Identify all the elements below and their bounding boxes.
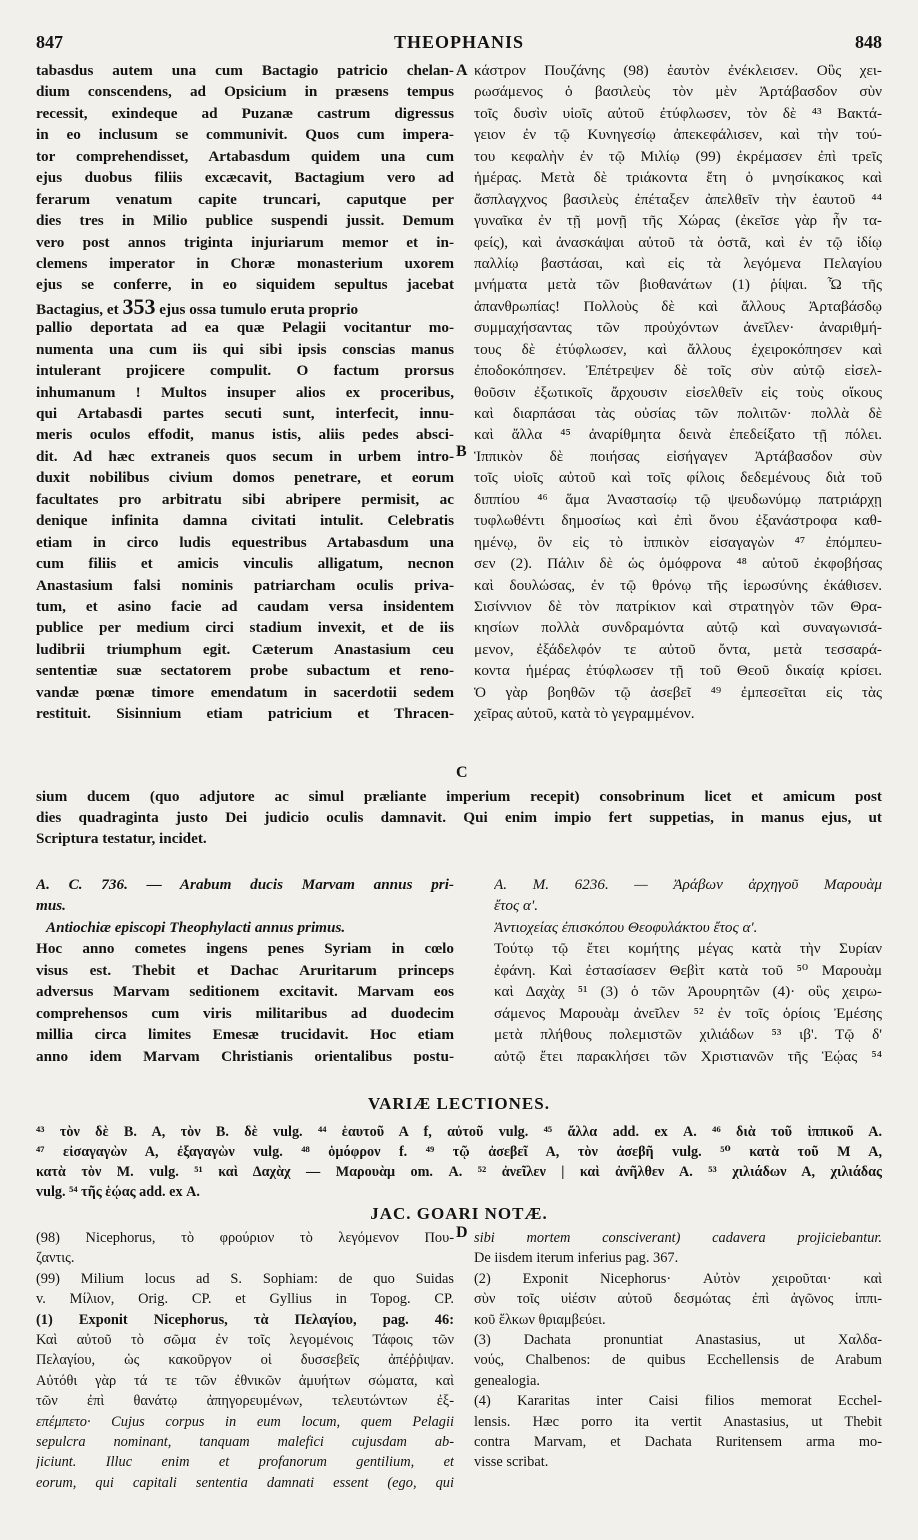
- variae-lectiones: [36, 1122, 882, 1202]
- greek-line: Ὁ γὰρ βοηθῶν τῷ ἀσεβεῖ ⁴⁹ ἐμπεσεῖται εἰς τὰς: [474, 683, 882, 701]
- latin-line: sententiæ suæ sectatorem probe subactum et reno-: [36, 662, 454, 680]
- greek-line: ημένῳ, ὃν εἰς τὸ ἱππικὸν εἰσαγαγὼν ⁴⁷ ἐπόμπευ-: [474, 533, 882, 551]
- page-number-right: 848: [855, 32, 882, 52]
- greek-line: ρωσάμενος ὁ βασιλεὺς τὸν μὲν Ἀρτάβασδον σὺν: [474, 83, 882, 101]
- latin-year-heading: A. C. 736. — Arabum ducis Marvam annus pri-: [36, 876, 454, 893]
- latin-line: Hoc anno cometes ingens penes Syriam in cœlo: [36, 940, 454, 958]
- latin-line: tabasdus autem una cum Bactagio patricio chelan-: [36, 62, 454, 79]
- latin-year-block: [36, 874, 454, 1067]
- full-width-line: dies quadraginta justo Dei judicio oculis damnavit. Qui enim impio fert suppetias, in manus ejus, ut: [36, 809, 882, 826]
- latin-line: adversus Marvam seditionem excitavit. Marvam eos: [36, 983, 454, 1001]
- note-line: v. Μίλιον, Orig. CP. et Gyllius in Topog. CP.: [36, 1291, 454, 1308]
- full-width-line: Scriptura testatur, incidet.: [36, 830, 207, 847]
- full-width-line: sium ducem (quo adjutore ac simul præliante imperium recepit) consobrinum licet et amicum post: [36, 788, 882, 805]
- greek-line: ἐποδοκόπησεν. Ἐπέτρεψεν δὲ τοῖς σὺν αὐτῷ εἰσελ-: [474, 362, 882, 380]
- latin-line: millia circa limites Emesæ trucidavit. Hoc etiam: [36, 1026, 454, 1044]
- notes-right-column: [474, 1228, 882, 1473]
- greek-line: φείς), καὶ ἀνασκάψαι αὐτοῦ τὰ ὀστᾶ, καὶ ἐν τῷ ἰδίῳ: [474, 233, 882, 251]
- greek-line: του κεφαλὴν ἐν τῷ Μιλίῳ (99) ἐκρέμασεν ἐπὶ τρεῖς: [474, 147, 882, 165]
- latin-line-with-number: [36, 296, 454, 317]
- notes-heading: JAC. GOARI NOTÆ.: [370, 1204, 548, 1223]
- margin-marker-a: A: [456, 62, 468, 79]
- variae-line: κατὰ τὸν Μ. vulg. ⁵¹ καὶ Δαχὰχ — Μαρουὰμ om. Α. ⁵² ἀνεῖλεν | καὶ ἀνῆλθεν Α. ⁵³ χιλιάδων Α, χιλιάδας: [36, 1164, 882, 1180]
- original-page-number: 353: [122, 295, 156, 318]
- latin-line: numenta una cum iis qui sibi ipsis conscias manus: [36, 340, 454, 358]
- latin-line: cum filiis et amicis vinculis alligatum, necnon: [36, 555, 454, 573]
- note-line: τῶν ἐπὶ θανάτῳ ἀπηγορευμένων, τελευτώντων ἐξ-: [36, 1393, 454, 1410]
- running-header: [36, 32, 882, 56]
- greek-line: συμμαχήσαντας τῶν προὐχόντων ἀνεῖλεν· ἀναριθμή-: [474, 319, 882, 337]
- greek-line: Τούτῳ τῷ ἔτει κομήτης μέγας κατὰ τὴν Συρίαν: [494, 940, 882, 958]
- latin-line-start: Bactagius, et: [36, 300, 119, 318]
- note-line: Αὐτόθι γὰρ τά τε τῶν ἐθνικῶν ἀμυήτων σώματα, καὶ: [36, 1372, 454, 1389]
- latin-line: dit. Ad hæc extraneis quos secum in urbem intro-: [36, 447, 454, 465]
- note-line: genealogia.: [474, 1372, 540, 1389]
- note-line: (4) Kararitas inter Caisi filios memorat Ecchel-: [474, 1393, 882, 1410]
- greek-line: καὶ ἄλλα ⁴⁵ ἀναρίθμητα δεινὰ ἐπεδείξατο τῇ πόλει.: [474, 426, 882, 444]
- latin-line: tum, et asino facie ad caudam versa insidentem: [36, 597, 454, 615]
- greek-line: μενον, ἐξάδελφόν τε αὐτοῦ ὄντα, μετὰ τεσσαρά-: [474, 640, 882, 658]
- note-line: (2) Exponit Nicephorus· Αὐτὸν χειροῦται· καὶ: [474, 1270, 882, 1287]
- latin-line: recessit, exindeque ad Puzanæ castrum digressus: [36, 104, 454, 122]
- greek-line: ἡμέρας. Μετὰ δὲ τριάκοντα ἔτη ὁ μνησίκακος καὶ: [474, 169, 882, 187]
- latin-line: Anastasium falsi nominis patriarcham oculis priva-: [36, 576, 454, 594]
- greek-line: παλλίῳ βαστάσαι, καὶ εἰς τὰ λεγόμενα Πελαγίου: [474, 254, 882, 272]
- greek-line: θοῦσιν ἐξωτικοῖς ἄρχουσιν εἰσελθεῖν εἰς τοὺς οἴκους: [474, 383, 882, 401]
- greek-year-heading: A. M. 6236. — Ἀράβων ἀρχηγοῦ Μαρουὰμ: [494, 876, 882, 893]
- greek-year-block: [494, 874, 882, 1067]
- note-line: jiciunt. Illuc enim et profanorum gentilium, et: [36, 1454, 454, 1471]
- note-line: ζαντις.: [36, 1250, 75, 1267]
- running-title: THEOPHANIS: [393, 32, 525, 52]
- latin-line: duxit nobilibus civium domos penetrare, et eorum: [36, 469, 454, 487]
- greek-line: κάστρον Πουζάνης (98) ἑαυτὸν ἐνέκλεισεν. Οὓς χει-: [474, 62, 882, 79]
- margin-marker-d: D: [456, 1224, 468, 1241]
- greek-line: μνήματα μετὰ τῶν βιοθανάτων (1) ῥίψαι. Ὦ τῆς: [474, 276, 882, 294]
- greek-line: Ἱππικὸν δὲ ποιήσας εἰσήγαγεν Ἀρτάβασδον σὺν: [474, 447, 882, 465]
- greek-line: καὶ δουλώσας, ἐν τῷ θρόνῳ τῆς ἱερωσύνης ἐκάθισεν.: [474, 576, 882, 594]
- latin-line: ejus se conferre, in eo siquidem sepultus jacebat: [36, 276, 454, 294]
- greek-column: [474, 60, 882, 725]
- latin-line: publice per medium circi stadium invexit, et de iis: [36, 619, 454, 637]
- greek-line: αὐτῷ ἔτει παρακλήσει τῶν Χριστιανῶν τῆς Ἑῴας ⁵⁴: [494, 1047, 882, 1065]
- latin-line: ludibrii triumphum egit. Cæterum Anastasium ceu: [36, 640, 454, 658]
- note-line: σὺν τοῖς υἱέσιν αὐτοῦ δεσμώτας ἐπὶ ἀγῶνος ἱππι-: [474, 1291, 882, 1308]
- latin-line: anno idem Marvam Christianis orientalibus postu-: [36, 1047, 454, 1065]
- latin-line: etiam in circo ludis equestribus Artabasdum una: [36, 533, 454, 551]
- latin-bishop-line: Antiochiæ episcopi Theophylacti annus primus.: [46, 918, 346, 936]
- note-line: De iisdem iterum inferius pag. 367.: [474, 1250, 679, 1267]
- greek-line: σεν (2). Πάλιν δὲ ὡς ὁμόφρονα ⁴⁸ αὐτοῦ ἐκφοβήσας: [474, 555, 882, 573]
- latin-line: inhumanum ! Multos insuper alios ex proceribus,: [36, 383, 454, 401]
- greek-line: ἄσπλαγχνος βασιλεὺς ἐπέταξεν ἀπελθεῖν τὴν ἑαυτοῦ ⁴⁴: [474, 190, 882, 208]
- variae-line: vulg. ⁵⁴ τῆς ἑῴας add. ex Α.: [36, 1184, 200, 1200]
- note-line: lensis. Hæc porro ita vertit Anastasius, ut Thebit: [474, 1413, 882, 1430]
- greek-line: καὶ διαρπάσαι τὰς οὐσίας τῶν πολιτῶν· πολλὰ δὲ: [474, 405, 882, 422]
- latin-line: comprehensos cum viris militaribus ad duodecim: [36, 1004, 454, 1022]
- note-line: sibi mortem consciverant) cadavera projiciebantur.: [474, 1230, 882, 1246]
- variae-line: ⁴³ τὸν δὲ Β. Α, τὸν Β. δὲ vulg. ⁴⁴ ἑαυτοῦ Α f, αὐτοῦ vulg. ⁴⁵ ἄλλα add. ex Α. ⁴⁶ διὰ τοῦ ἱππικοῦ Α.: [36, 1124, 882, 1140]
- latin-column: [36, 60, 454, 725]
- note-line: (98) Nicephorus, τὸ φρούριον τὸ λεγόμενον Που-: [36, 1230, 454, 1246]
- note-line: Καὶ αὐτοῦ τὸ σῶμα ἐν τοῖς λεγομένοις Τάφοις τῶν: [36, 1331, 454, 1348]
- greek-line: γειον ἐν τῷ Κυνηγεσίῳ ἀπεκεφάλισεν, καὶ τὴν τού-: [474, 126, 882, 144]
- greek-line: Σισίννιον δὲ τὸν πατρίκιον καὶ στρατηγὸν τῶν Θρα-: [474, 597, 882, 615]
- latin-line: meris oculos effodit, manus istis, aliis pedes absci-: [36, 426, 454, 444]
- greek-year-heading-cont: ἔτος α'.: [494, 897, 538, 915]
- greek-line: τυφλωθέντι δημοσίως καὶ ἐπὶ ὄνου ἐξανάστροφα καθ-: [474, 512, 882, 530]
- note-line: sepulcra nominant, tanquam malefici cujusdam ab-: [36, 1433, 454, 1450]
- latin-line: dium conscendens, ad Opsicium in præsens tempus: [36, 83, 454, 101]
- latin-line: pallio deportata ad ea quæ Pelagii vocitantur mo-: [36, 319, 454, 337]
- greek-line: κησίων πολλὰ συνδραμόντα αὐτῷ καὶ συναγωνισά-: [474, 619, 882, 637]
- latin-line: intulerant projicere compulit. O factum prorsus: [36, 362, 454, 380]
- latin-line: vandæ pœnæ timore emendatum in sacerdotii sedem: [36, 683, 454, 701]
- note-line: επέμπετο· Cujus corpus in eum locum, quem Pelagii: [36, 1413, 454, 1430]
- latin-line: qui Artabasdi partes secuti sunt, interfecit, innu-: [36, 405, 454, 422]
- note-line: (3) Dachata pronuntiat Anastasius, ut Χαλδα-: [474, 1331, 882, 1348]
- greek-line: σάμενος Μαρουὰμ ἀνεῖλεν ⁵² ἐν τοῖς ὁρίοις Ἐμέσης: [494, 1004, 882, 1022]
- note-line: (99) Milium locus ad S. Sophiam: de quo Suidas: [36, 1270, 454, 1287]
- note-line: κοῦ ἕλκων θριαμβεύει.: [474, 1311, 606, 1328]
- greek-line: κοντα ἡμέρας ἐτύφλωσεν τῇ τοῦ Θεοῦ δικαίᾳ κρίσει.: [474, 662, 882, 680]
- variae-heading: VARIÆ LECTIONES.: [368, 1094, 550, 1113]
- greek-line: ἐφάνη. Καὶ ἐστασίασεν Θεβὶτ κατὰ τοῦ ⁵⁰ Μαρουὰμ: [494, 961, 882, 979]
- latin-line: ferarum venatum capite truncari, caputque per: [36, 190, 454, 208]
- margin-marker-c: C: [456, 764, 468, 781]
- note-line: contra Marvam, et Dachata Ruritensem arma mo-: [474, 1433, 882, 1450]
- latin-line: facultates pro arbitratu sibi abripere permisit, ac: [36, 490, 454, 508]
- latin-line: vero post annos triginta injuriarum memor et in-: [36, 233, 454, 251]
- greek-line: τους δὲ ἐτύφλωσεν, καὶ ἄλλους ἐχειροκόπησεν καὶ: [474, 340, 882, 358]
- note-line: νούς, Chalbenos: de quibus Ecchellensis de Arabum: [474, 1352, 882, 1369]
- greek-line: τοῖς υἱοῖς αὐτοῦ καὶ τοῖς φίλοις δεδεμένους διὰ τοῦ: [474, 469, 882, 487]
- latin-year-heading-cont: mus.: [36, 897, 66, 915]
- greek-bishop-line: Ἀντιοχείας ἐπισκόπου Θεοφυλάκτου ἔτος α'.: [494, 918, 758, 936]
- note-line: visse scribat.: [474, 1454, 549, 1471]
- greek-line: ἀπανθρωπίας! Πολλοὺς δὲ καὶ ἄλλους Ἀρταβάσδῳ: [474, 297, 882, 315]
- latin-line: in eo inclusum se communivit. Quos cum impera-: [36, 126, 454, 144]
- greek-line: διππίου ⁴⁶ ἅμα Ἀναστασίῳ τῷ ψευδωνύμῳ πατριάρχῃ: [474, 490, 882, 508]
- latin-line: clemens imperator in Choræ monasterium uxorem: [36, 254, 454, 272]
- greek-line: χεῖρας αὐτοῦ, κατὰ τὸ γεγραμμένον.: [474, 705, 695, 723]
- latin-line: tor comprehendisset, Artabasdum quidem una cum: [36, 147, 454, 165]
- variae-line: ⁴⁷ εἰσαγαγὼν Α, ἐξαγαγὼν vulg. ⁴⁸ ὁμόφρον f. ⁴⁹ τῷ ἀσεβεῖ Α, τὸν ἀσεβῆ vulg. ⁵⁰ κατὰ τοῦ Μ Α,: [36, 1144, 882, 1160]
- note-line: Πελαγίου, ὡς κακοῦργον οἱ δυσσεβεῖς ἀπέῤῥιψαν.: [36, 1352, 454, 1369]
- page-number-left: 847: [36, 32, 63, 52]
- greek-line: καὶ Δαχὰχ ⁵¹ (3) ὁ τῶν Ἀρουρητῶν (4)· οὓς χειρω-: [494, 983, 882, 1001]
- latin-line: dies tres in Milio publice suspendi jussit. Demum: [36, 212, 454, 230]
- margin-marker-b: B: [456, 443, 467, 460]
- notes-left-column: [36, 1228, 454, 1493]
- latin-line: denique infinita damna civitati intulit. Celebratis: [36, 512, 454, 530]
- latin-line: restituit. Sisinnium etiam patricium et Thracen-: [36, 705, 454, 723]
- latin-line: ejus duobus filiis excæcavit, Bactagium vero ad: [36, 169, 454, 187]
- greek-line: γυναῖκα ἐν τῇ μονῇ τῆς Χώρας (ἐκεῖσε γὰρ ἦν τα-: [474, 212, 882, 230]
- latin-line: visus est. Thebit et Dachac Aruritarum princeps: [36, 961, 454, 979]
- note-line: (1) Exponit Nicephorus, τὰ Πελαγίου, pag. 46:: [36, 1311, 454, 1328]
- note-line: eorum, qui capitali sententia damnati essent (ego, qui: [36, 1474, 454, 1491]
- greek-line: τοῖς δυσὶν υἱοῖς αὐτοῦ ἐτύφλωσεν, τὸν δὲ ⁴³ Βακτά-: [474, 104, 882, 122]
- latin-line-end: ejus ossa tumulo eruta proprio: [159, 300, 359, 318]
- greek-line: μετὰ πλήθους πολεμιστῶν χιλιάδων ⁵³ ιβ'. Τῷ δ': [494, 1026, 882, 1044]
